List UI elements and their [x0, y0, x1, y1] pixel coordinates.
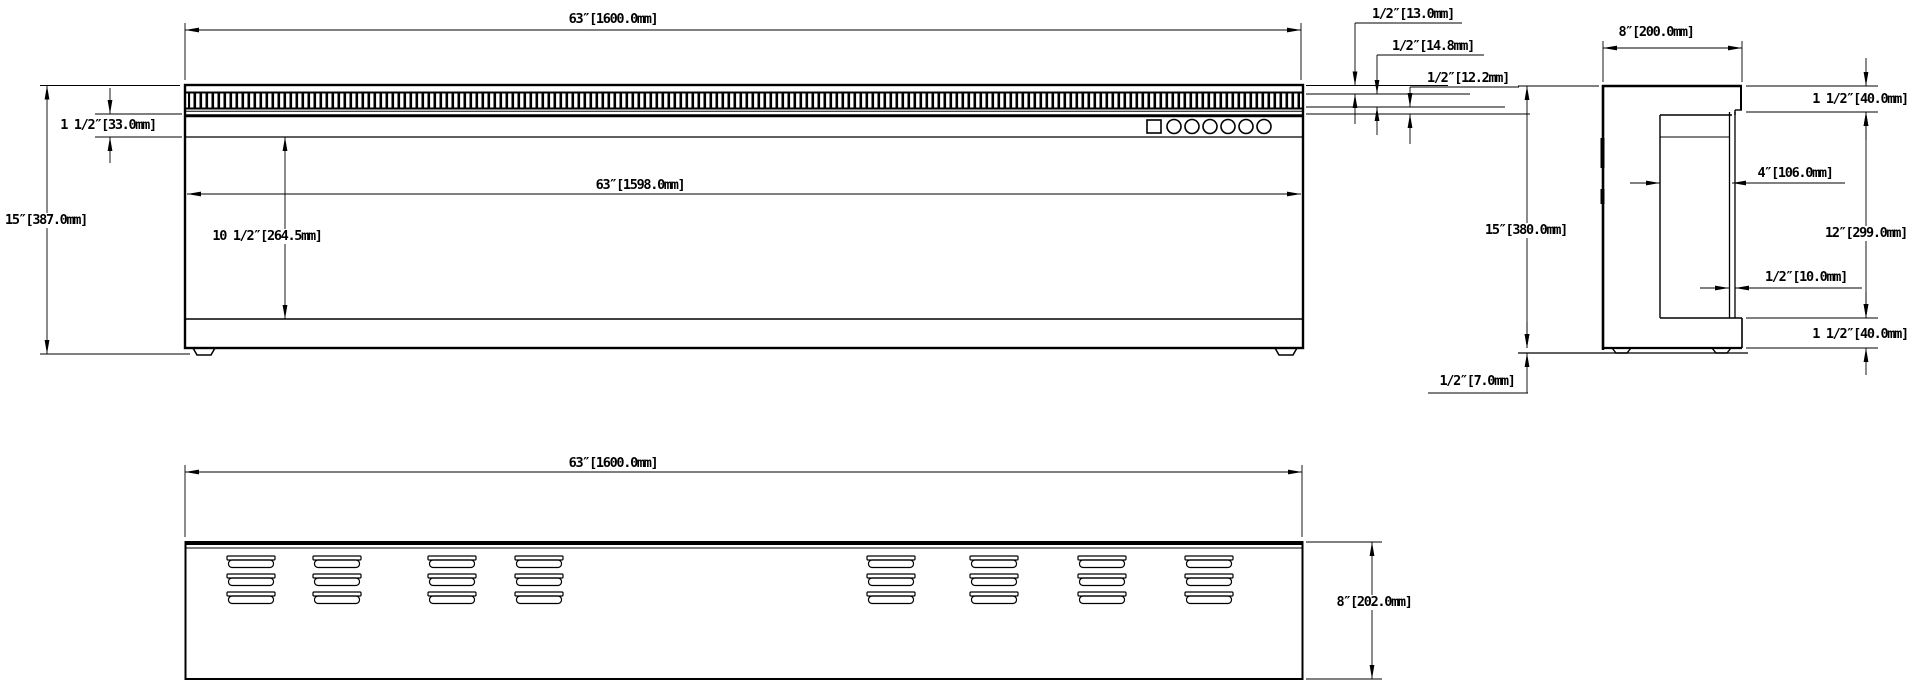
hinge-mark [1601, 138, 1605, 168]
dim-side-glass-thickness: 1/2″[10.0mm] [1765, 269, 1847, 285]
dim-side-body-height: 15″[380.0mm] [1485, 222, 1567, 238]
control-panel [1147, 120, 1271, 134]
dim-side-foot-clearance: 1/2″[7.0mm] [1439, 373, 1515, 389]
bottom-view-outline [186, 542, 1303, 679]
dim-front-trim-b: 1/2″[14.8mm] [1392, 38, 1474, 54]
round-button-icon [1239, 120, 1253, 134]
dim-front-inner-width: 63″[1598.0mm] [595, 177, 685, 193]
dim-side-depth: 8″[200.0mm] [1618, 24, 1694, 40]
dim-side-base-height: 1 1/2″[40.0mm] [1812, 326, 1908, 342]
round-button-icon [1203, 120, 1217, 134]
square-power-button-icon [1147, 120, 1161, 133]
round-button-icon [1167, 120, 1181, 134]
dim-side-top-section: 1 1/2″[40.0mm] [1812, 91, 1908, 107]
dim-front-lower-panel: 10 1/2″[264.5mm] [212, 228, 322, 244]
side-view-outline [1518, 85, 1748, 353]
dim-front-trim-c: 1/2″[12.2mm] [1427, 70, 1509, 86]
round-button-icon [1185, 120, 1199, 134]
dim-side-inner-depth: 4″[106.0mm] [1757, 165, 1833, 181]
vent-slots [227, 556, 1233, 604]
bottom-view-dimensions [185, 465, 1382, 679]
round-button-icon [1257, 120, 1271, 134]
dim-front-trim-a: 1/2″[13.0mm] [1372, 6, 1454, 22]
dim-bottom-depth: 8″[202.0mm] [1336, 594, 1412, 610]
front-view-outline [185, 85, 1303, 355]
louver-strip [188, 93, 1300, 109]
dim-side-glass-height: 12″[299.0mm] [1825, 225, 1907, 241]
dim-front-overall-width: 63″[1600.0mm] [568, 11, 658, 27]
dim-front-overall-height: 15″[387.0mm] [5, 212, 87, 228]
round-button-icon [1221, 120, 1235, 134]
dim-front-control-band: 1 1/2″[33.0mm] [60, 117, 156, 133]
front-view-dimensions [40, 23, 1530, 354]
dim-bottom-overall-width: 63″[1600.0mm] [568, 455, 658, 471]
hinge-mark [1601, 189, 1605, 204]
